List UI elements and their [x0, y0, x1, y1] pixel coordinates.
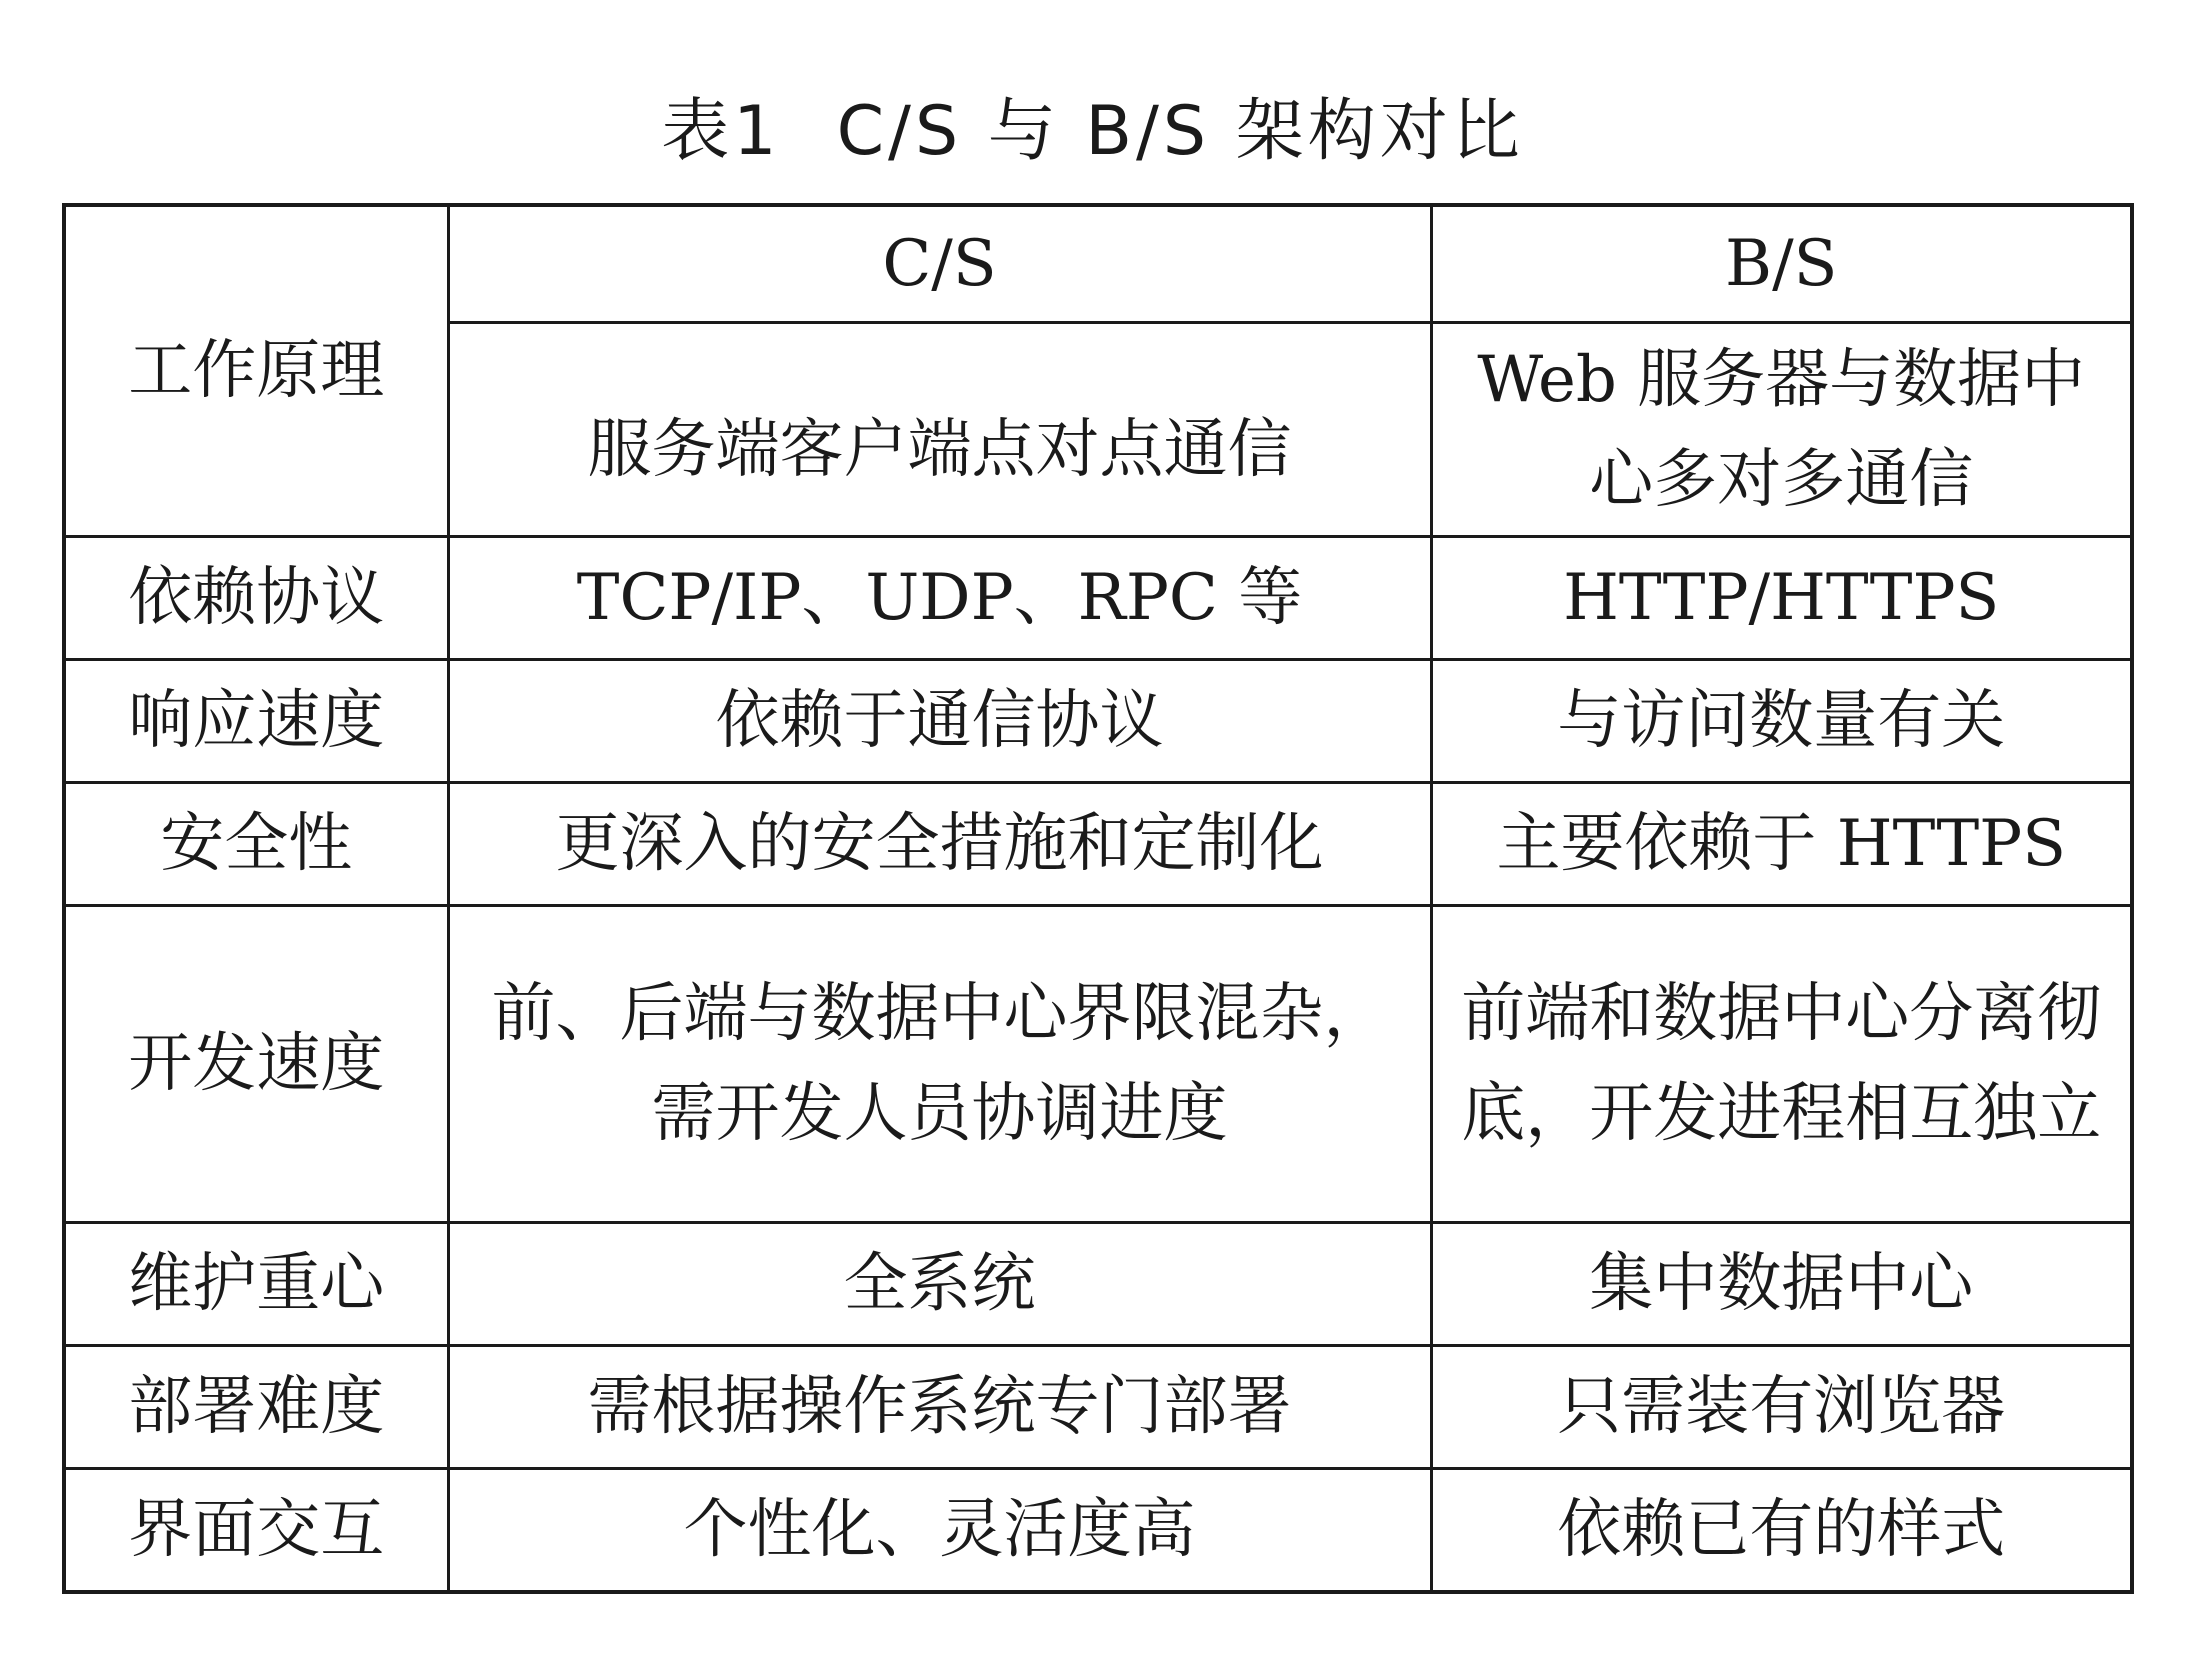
cell-cs-ui-interaction: 个性化、灵活度高: [448, 1469, 1431, 1593]
row-label-work-principle: 工作原理: [64, 205, 448, 537]
cell-cs-response-speed: 依赖于通信协议: [448, 660, 1431, 783]
table-row: [64, 783, 2132, 906]
row-label-maintenance-focus: 维护重心: [64, 1223, 448, 1346]
cell-cs-work-principle: 服务端客户端点对点通信: [448, 323, 1431, 537]
table-row: [64, 660, 2132, 783]
row-label-ui-interaction: 界面交互: [64, 1469, 448, 1593]
comparison-table: [62, 203, 2134, 1594]
cell-bs-ui-interaction: 依赖已有的样式: [1431, 1469, 2132, 1593]
column-header-bs: B/S: [1431, 205, 2132, 323]
row-label-security: 安全性: [64, 783, 448, 906]
cell-bs-maintenance-focus: 集中数据中心: [1431, 1223, 2132, 1346]
cell-bs-deploy-difficulty: 只需装有浏览器: [1431, 1346, 2132, 1469]
caption-number: 表1: [661, 92, 781, 171]
cell-bs-response-speed: 与访问数量有关: [1431, 660, 2132, 783]
table-row: [64, 1223, 2132, 1346]
caption-title: C/S 与 B/S 架构对比: [836, 92, 1524, 171]
table-row: [64, 1469, 2132, 1593]
cell-bs-dev-speed: 前端和数据中心分离彻底，开发进程相互独立: [1431, 906, 2132, 1223]
row-label-protocol: 依赖协议: [64, 537, 448, 660]
table-row: [64, 537, 2132, 660]
cell-cs-dev-speed: 前、后端与数据中心界限混杂，需开发人员协调进度: [448, 906, 1431, 1223]
row-label-deploy-difficulty: 部署难度: [64, 1346, 448, 1469]
cell-cs-deploy-difficulty: 需根据操作系统专门部署: [448, 1346, 1431, 1469]
cell-cs-security: 更深入的安全措施和定制化: [448, 783, 1431, 906]
table-row: [64, 906, 2132, 1223]
column-header-cs: C/S: [448, 205, 1431, 323]
row-label-dev-speed: 开发速度: [64, 906, 448, 1223]
cell-bs-work-principle: Web 服务器与数据中心多对多通信: [1431, 323, 2132, 537]
row-label-response-speed: 响应速度: [64, 660, 448, 783]
cell-bs-protocol: HTTP/HTTPS: [1431, 537, 2132, 660]
cell-cs-maintenance-focus: 全系统: [448, 1223, 1431, 1346]
cell-cs-protocol: TCP/IP、UDP、RPC 等: [448, 537, 1431, 660]
table-row: [64, 1346, 2132, 1469]
cell-bs-security: 主要依赖于 HTTPS: [1431, 783, 2132, 906]
header-row: [64, 205, 2132, 323]
table-caption: [0, 92, 2185, 172]
